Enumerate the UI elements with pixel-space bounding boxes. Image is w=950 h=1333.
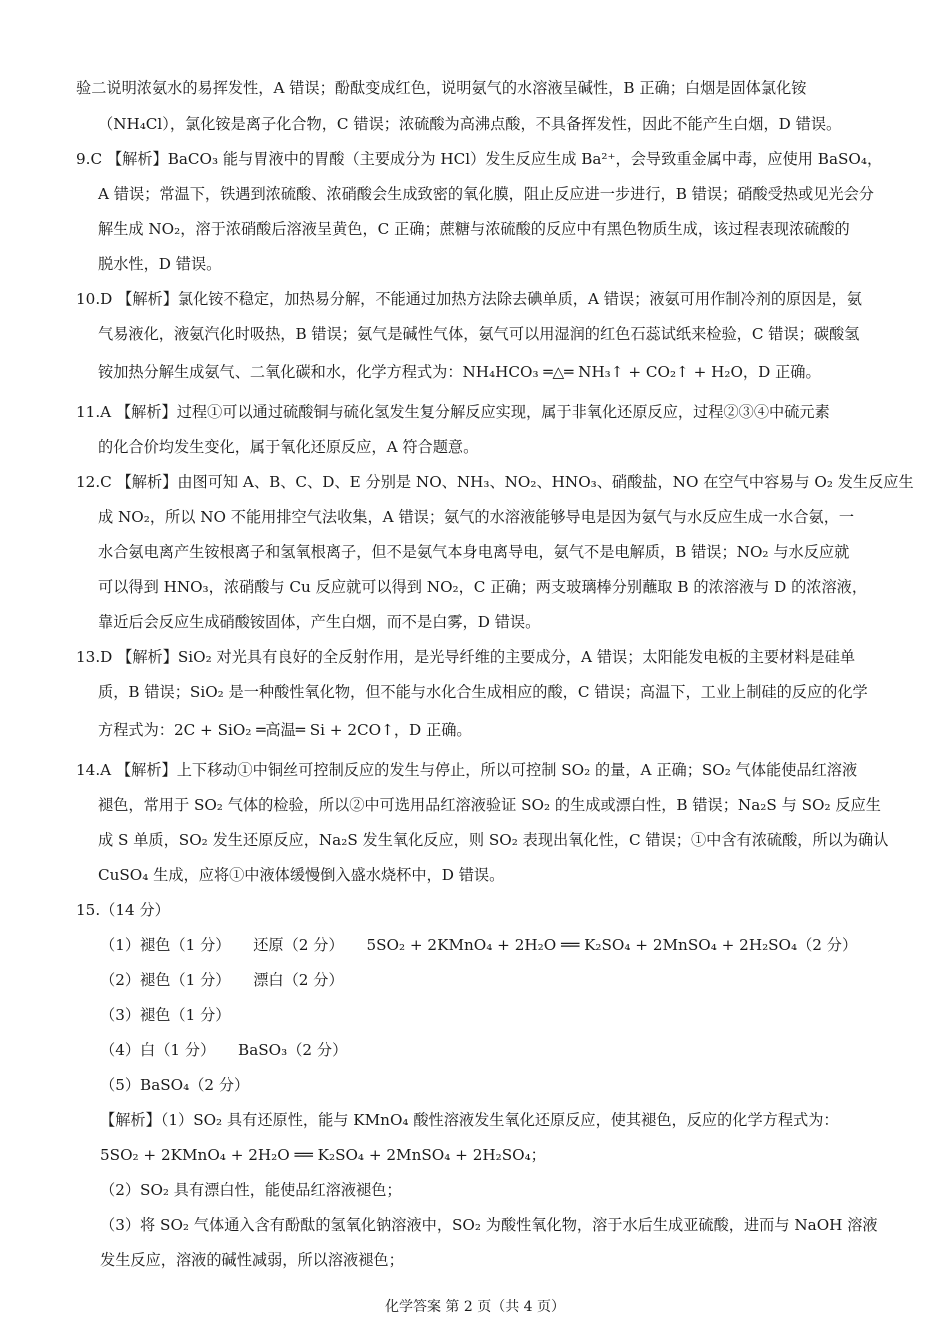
sub-answer-2: （2）褪色（1 分） 漂白（2 分） bbox=[100, 971, 344, 989]
text-line: （NH₄Cl），氯化铵是离子化合物，C 错误；浓硫酸为高沸点酸，不具备挥发性，因此不能产生白烟，D 错误。 bbox=[98, 115, 842, 133]
equation-line: 方程式为：2C + SiO₂ ═高温═ Si + 2CO↑，D 正确。 bbox=[98, 721, 472, 739]
answer-11-line: 11.A 【解析】过程①可以通过硫酸铜与硫化氢发生复分解反应实现，属于非氧化还原反应，过程②③④中硫元素 bbox=[76, 403, 830, 421]
answer-14-line: 14.A 【解析】上下移动①中铜丝可控制反应的发生与停止，所以可控制 SO₂ 的量，A 正确；SO₂ 气体能使品红溶液 bbox=[76, 761, 858, 779]
sub-answer-5: （5）BaSO₄（2 分） bbox=[100, 1076, 250, 1094]
text-line: （3）将 SO₂ 气体通入含有酚酞的氢氧化钠溶液中，SO₂ 为酸性氧化物，溶于水后生成亚硫酸，进而与 NaOH 溶液 bbox=[100, 1216, 878, 1234]
text-line: 质，B 错误；SiO₂ 是一种酸性氧化物，但不能与水化合生成相应的酸，C 错误；高温下，工业上制硅的反应的化学 bbox=[98, 683, 868, 701]
answer-9-line: 9.C 【解析】BaCO₃ 能与胃液中的胃酸（主要成分为 HCl）发生反应生成 Ba²⁺，会导致重金属中毒，应使用 BaSO₄， bbox=[76, 150, 883, 168]
text-line: 成 S 单质，SO₂ 发生还原反应，Na₂S 发生氧化反应，则 SO₂ 表现出氧化性，C 错误；①中含有浓硫酸，所以为确认 bbox=[98, 831, 889, 849]
sub-answer-1: （1）褪色（1 分） 还原（2 分） 5SO₂ + 2KMnO₄ + 2H₂O ══ K₂SO₄ + 2MnSO₄ + 2H₂SO₄（2 分） bbox=[100, 936, 858, 954]
analysis-line: 【解析】（1）SO₂ 具有还原性，能与 KMnO₄ 酸性溶液发生氧化还原反应，使其褪色，反应的化学方程式为： bbox=[100, 1111, 839, 1129]
text-line: 水合氨电离产生铵根离子和氢氧根离子，但不是氨气本身电离导电，氨气不是电解质，B 错误；NO₂ 与水反应就 bbox=[98, 543, 850, 561]
text-line: 的化合价均发生变化，属于氧化还原反应，A 符合题意。 bbox=[98, 438, 479, 456]
equation-line: 5SO₂ + 2KMnO₄ + 2H₂O ══ K₂SO₄ + 2MnSO₄ + 2H₂SO₄； bbox=[100, 1146, 546, 1164]
text-line: A 错误；常温下，铁遇到浓硫酸、浓硝酸会生成致密的氧化膜，阻止反应进一步进行，B 错误；硝酸受热或见光会分 bbox=[98, 185, 874, 203]
text-line: （2）SO₂ 具有漂白性，能使品红溶液褪色； bbox=[100, 1181, 402, 1199]
answer-10-line: 10.D 【解析】氯化铵不稳定，加热易分解，不能通过加热方法除去碘单质，A 错误；液氨可用作制冷剂的原因是，氨 bbox=[76, 290, 862, 308]
equation-line: 铵加热分解生成氨气、二氧化碳和水，化学方程式为：NH₄HCO₃ ═△═ NH₃↑ + CO₂↑ + H₂O，D 正确。 bbox=[98, 363, 821, 381]
sub-answer-4: （4）白（1 分） BaSO₃（2 分） bbox=[100, 1041, 348, 1059]
text-line: 褪色，常用于 SO₂ 气体的检验，所以②中可选用品红溶液验证 SO₂ 的生成或漂白性，B 错误；Na₂S 与 SO₂ 反应生 bbox=[98, 796, 881, 814]
sub-answer-3: （3）褪色（1 分） bbox=[100, 1006, 231, 1024]
text-line: 靠近后会反应生成硝酸铵固体，产生白烟，而不是白雾，D 错误。 bbox=[98, 613, 541, 631]
answer-12-line: 12.C 【解析】由图可知 A、B、C、D、E 分别是 NO、NH₃、NO₂、HNO₃、硝酸盐，NO 在空气中容易与 O₂ 发生反应生 bbox=[76, 473, 914, 491]
answer-13-line: 13.D 【解析】SiO₂ 对光具有良好的全反射作用，是光导纤维的主要成分，A 错误；太阳能发电板的主要材料是硅单 bbox=[76, 648, 856, 666]
text-line: 气易液化，液氨汽化时吸热，B 错误；氨气是碱性气体，氨气可以用湿润的红色石蕊试纸来检验，C 错误；碳酸氢 bbox=[98, 325, 860, 343]
text-line: 解生成 NO₂，溶于浓硝酸后溶液呈黄色，C 正确；蔗糖与浓硫酸的反应中有黑色物质生成，该过程表现浓硫酸的 bbox=[98, 220, 850, 238]
text-line: 可以得到 HNO₃，浓硝酸与 Cu 反应就可以得到 NO₂，C 正确；两支玻璃棒分别蘸取 B 的浓溶液与 D 的浓溶液， bbox=[98, 578, 868, 596]
text-line: 成 NO₂，所以 NO 不能用排空气法收集，A 错误；氨气的水溶液能够导电是因为氨气与水反应生成一水合氨，一 bbox=[98, 508, 855, 526]
answer-15-heading: 15.（14 分） bbox=[76, 901, 170, 919]
text-line: CuSO₄ 生成，应将①中液体缓慢倒入盛水烧杯中，D 错误。 bbox=[98, 866, 505, 884]
text-line: 脱水性，D 错误。 bbox=[98, 255, 222, 273]
text-line: 验二说明浓氨水的易挥发性，A 错误；酚酞变成红色，说明氨气的水溶液呈碱性，B 正确；白烟是固体氯化铵 bbox=[76, 79, 807, 97]
text-line: 发生反应，溶液的碱性减弱，所以溶液褪色； bbox=[100, 1251, 404, 1269]
page-footer: 化学答案 第 2 页（共 4 页） bbox=[384, 1299, 566, 1315]
